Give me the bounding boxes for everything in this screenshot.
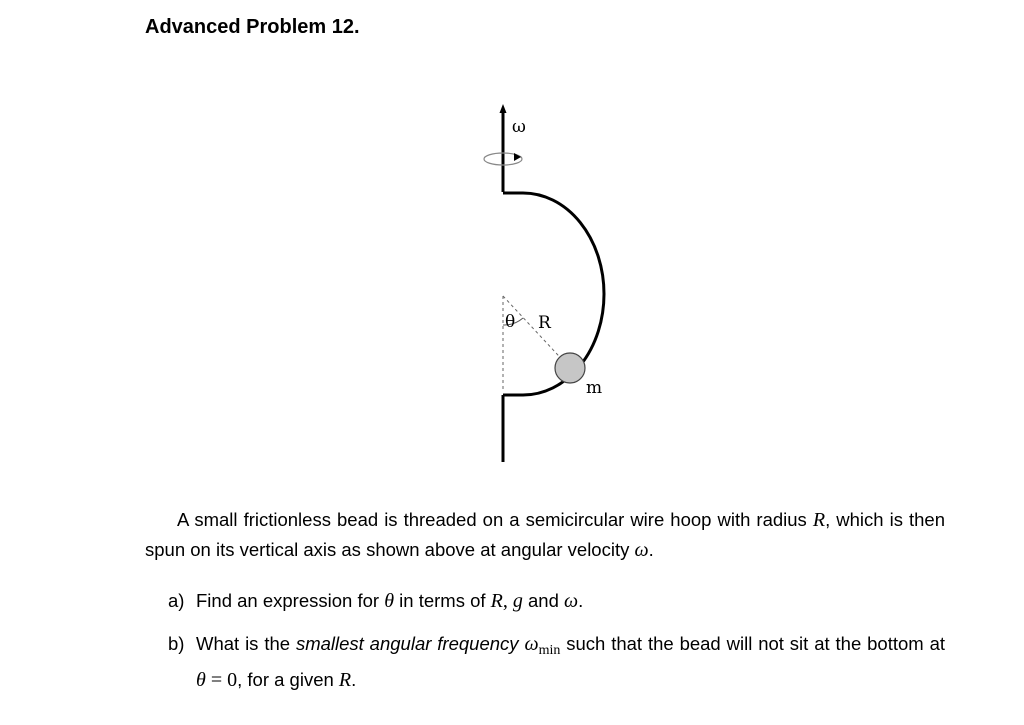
question-b-omega: ω xyxy=(524,633,539,655)
question-b-radius: R xyxy=(338,669,352,691)
intro-radius-symbol: R xyxy=(812,509,826,531)
omega-label: ω xyxy=(512,117,526,137)
question-a-theta: θ xyxy=(384,590,395,612)
question-a-text-4: . xyxy=(578,590,584,611)
radius-label: R xyxy=(538,313,551,333)
question-b-omega-subscript: min xyxy=(538,643,561,658)
question-a xyxy=(168,586,945,616)
question-a-comma: , xyxy=(502,590,513,612)
problem-statement xyxy=(145,505,945,565)
intro-omega-symbol: ω xyxy=(634,539,649,561)
axis-arrowhead xyxy=(500,104,507,113)
intro-text-1: A small frictionless bead is threaded on a semicircular wire hoop with radius xyxy=(177,509,813,530)
mass-label: m xyxy=(586,378,603,398)
question-b-text-3: , for a given xyxy=(237,669,339,690)
intro-text-2: , which is then spun on its vertical axis as shown above at angular velocity xyxy=(145,509,945,560)
question-a-omega: ω xyxy=(564,590,579,612)
rotation-direction-arrowhead xyxy=(514,153,521,161)
question-a-text-2: in terms of xyxy=(394,590,491,611)
problem-title: Advanced Problem 12. xyxy=(145,16,360,38)
theta-label: θ xyxy=(505,312,516,332)
question-b-theta: θ xyxy=(196,669,206,691)
question-b-text-1: What is the xyxy=(196,633,296,654)
question-b-emphasis: smallest angular frequency xyxy=(295,633,519,654)
question-b-label: b) xyxy=(168,633,185,654)
question-a-text-3: and xyxy=(522,590,565,611)
question-a-label: a) xyxy=(168,590,185,611)
question-b xyxy=(168,629,945,695)
question-a-gravity: g xyxy=(512,590,523,612)
question-a-radius: R xyxy=(490,590,503,612)
question-a-text-1: Find an expression for xyxy=(196,590,385,611)
intro-text-3: . xyxy=(648,539,654,560)
question-b-text-2: such that the bead will not sit at the bottom at xyxy=(560,633,946,654)
question-b-text-4: . xyxy=(351,669,357,690)
bead xyxy=(555,353,585,383)
question-b-equals-zero: = 0 xyxy=(205,669,238,691)
